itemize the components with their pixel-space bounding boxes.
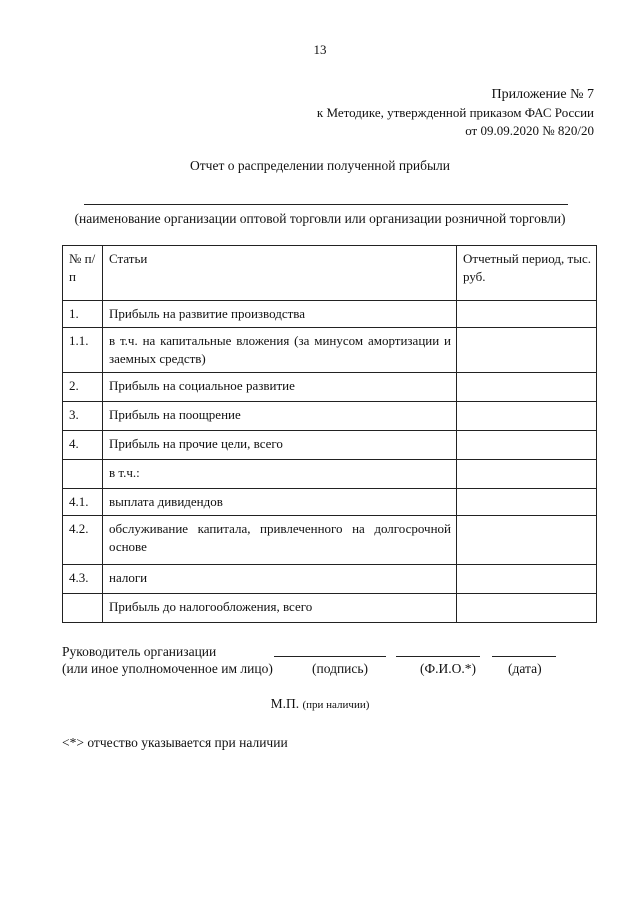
table-header-row	[63, 246, 597, 301]
row-item: Прибыль на развитие производства	[103, 301, 457, 328]
row-num: 4.3.	[63, 565, 103, 594]
row-num: 1.1.	[63, 328, 103, 373]
row-num: 4.	[63, 431, 103, 460]
row-value	[457, 460, 597, 489]
row-item: в т.ч.:	[103, 460, 457, 489]
row-item: Прибыль на прочие цели, всего	[103, 431, 457, 460]
header-item: Статьи	[103, 246, 457, 301]
stamp-note: (при наличии)	[302, 699, 370, 711]
stamp-label: М.П.	[270, 696, 300, 711]
fio-caption: (Ф.И.О.*)	[420, 661, 477, 676]
row-value	[457, 489, 597, 516]
table-row	[63, 373, 597, 402]
row-value	[457, 594, 597, 623]
table-row	[63, 402, 597, 431]
fio-line	[396, 656, 480, 657]
row-item: Прибыль на поощрение	[103, 402, 457, 431]
appendix-order: от 09.09.2020 № 820/20	[465, 123, 594, 138]
header-period: Отчетный период, тыс. руб.	[457, 246, 597, 301]
row-num: 4.1.	[63, 489, 103, 516]
row-num	[63, 594, 103, 623]
footnote: <*> отчество указывается при наличии	[62, 735, 288, 750]
row-value	[457, 431, 597, 460]
row-value	[457, 301, 597, 328]
profit-distribution-table	[62, 245, 597, 623]
org-name-caption: (наименование организации оптовой торговли или организации розничной торговли)	[74, 211, 566, 226]
row-value	[457, 402, 597, 431]
date-caption: (дата)	[508, 661, 542, 676]
row-value	[457, 373, 597, 402]
row-value	[457, 565, 597, 594]
stamp-place	[0, 696, 640, 712]
table-row	[63, 516, 597, 565]
header-num: № п/п	[63, 246, 103, 301]
signature-line	[274, 656, 386, 657]
table-row	[63, 565, 597, 594]
row-value	[457, 328, 597, 373]
row-num: 2.	[63, 373, 103, 402]
table-row	[63, 460, 597, 489]
row-num	[63, 460, 103, 489]
row-num: 4.2.	[63, 516, 103, 565]
table-row	[63, 594, 597, 623]
row-item: обслуживание капитала, привлеченного на долгосрочной основе	[103, 516, 457, 565]
row-value	[457, 516, 597, 565]
table-row	[63, 328, 597, 373]
row-item: выплата дивидендов	[103, 489, 457, 516]
table-row	[63, 431, 597, 460]
report-title: Отчет о распределении полученной прибыли	[190, 158, 450, 173]
appendix-method: к Методике, утвержденной приказом ФАС России	[316, 105, 594, 120]
manager-label: Руководитель организации	[62, 644, 217, 659]
row-item: в т.ч. на капитальные вложения (за минусом амортизации и заемных средств)	[103, 328, 457, 373]
org-name-line	[84, 204, 568, 205]
page-number: 13	[313, 42, 327, 57]
appendix-header	[317, 86, 594, 140]
appendix-number: Приложение № 7	[491, 87, 594, 102]
table-row	[63, 489, 597, 516]
table-row	[63, 301, 597, 328]
row-num: 1.	[63, 301, 103, 328]
row-item: Прибыль до налогообложения, всего	[103, 594, 457, 623]
row-item: налоги	[103, 565, 457, 594]
row-item: Прибыль на социальное развитие	[103, 373, 457, 402]
signature-caption: (подпись)	[312, 661, 369, 676]
manager-sublabel: (или иное уполномоченное им лицо)	[62, 661, 273, 676]
row-num: 3.	[63, 402, 103, 431]
date-line	[492, 656, 556, 657]
